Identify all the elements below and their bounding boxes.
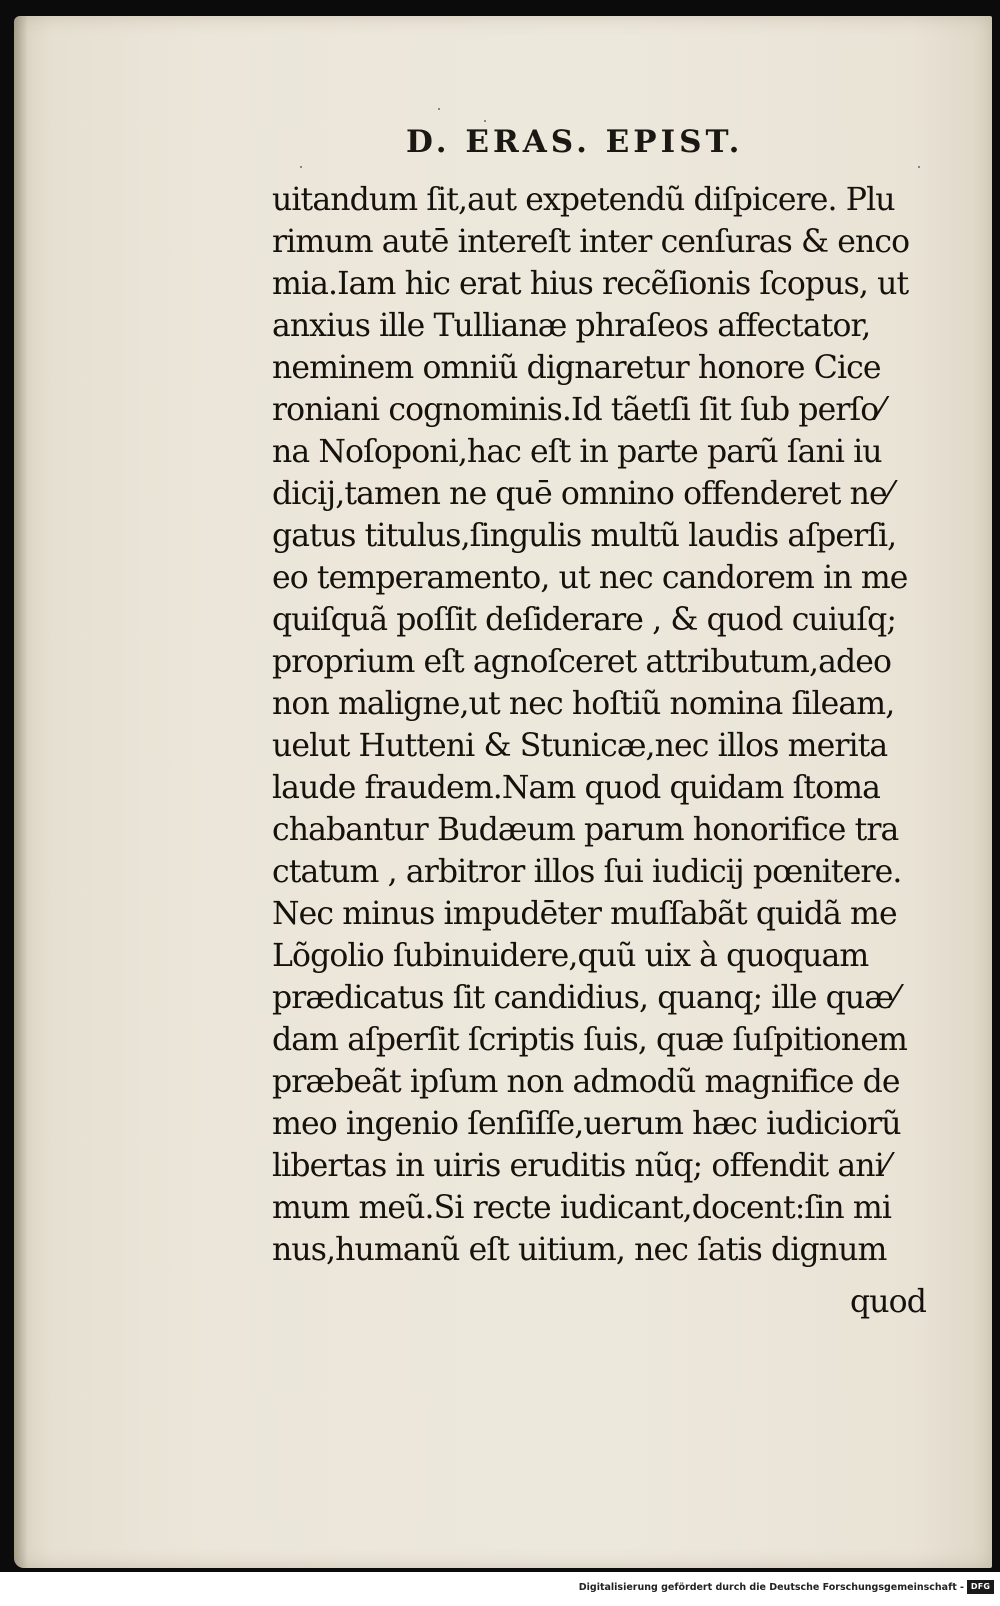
text-line: Lõgolio ſubinuidere,quũ uix à quoquam [272, 938, 869, 974]
text-line: uelut Hutteni & Stunicæ,nec illos merita [272, 728, 888, 764]
text-line: prædicatus ſit candidius, quanq; ille quæ⁄ [272, 980, 898, 1016]
text-line: laude fraudem.Nam quod quidam ſtoma [272, 770, 881, 806]
text-line: uitandum ſit,aut expetendũ diſpicere. Plu [272, 182, 895, 218]
running-head: D. ERAS. EPIST. [406, 124, 744, 160]
text-line: mum meũ.Si recte iudicant,docent:ſin mi [272, 1190, 892, 1226]
ink-speck [438, 108, 440, 110]
text-line: chabantur Budæum parum honorifice tra [272, 812, 899, 848]
ink-speck [484, 120, 486, 122]
text-line: quiſquã poſſit deſiderare , & quod cuiuſq; [272, 602, 897, 638]
text-line: anxius ille Tullianæ phraſeos affectator, [272, 308, 871, 344]
text-line: non maligne,ut nec hoſtiũ nomina ſileam, [272, 686, 895, 722]
book-page [14, 16, 992, 1568]
text-line: neminem omniũ dignaretur honore Cice [272, 350, 881, 386]
catchword: quod [850, 1284, 926, 1320]
dfg-logo-icon: DFG [967, 1580, 994, 1594]
text-line: nus,humanũ eſt uitium, nec ſatis dignum [272, 1232, 887, 1268]
text-line: proprium eſt agnoſceret attributum,adeo [272, 644, 892, 680]
page-edge-shadow [14, 16, 28, 1568]
ink-speck [300, 166, 302, 168]
funding-credit: Digitalisierung gefördert durch die Deutsche Forschungsgemeinschaft - [578, 1582, 964, 1593]
text-line: mia.Iam hic erat hius recẽſionis ſcopus, ut [272, 266, 909, 302]
text-line: meo ingenio ſenſiſſe,uerum hæc iudiciorũ [272, 1106, 901, 1142]
text-line: na Noſoponi,hac eſt in parte parũ ſani iu [272, 434, 882, 470]
body-text [272, 179, 944, 1271]
text-line: libertas in uiris eruditis nũq; offendit ani⁄ [272, 1148, 889, 1184]
text-line: dam aſperſit ſcriptis ſuis, quæ ſuſpitionem [272, 1022, 907, 1058]
text-line: præbeãt ipſum non admodũ magnifice de [272, 1064, 900, 1100]
text-line: dicij,tamen ne quē omnino offenderet ne⁄ [272, 476, 892, 512]
footer-bar [0, 1572, 1000, 1606]
text-line: gatus titulus,ſingulis multũ laudis aſperſi, [272, 518, 897, 554]
text-line: ctatum , arbitror illos ſui iudicij pœnitere. [272, 854, 902, 890]
text-line: eo temperamento, ut nec candorem in me [272, 560, 908, 596]
text-line: rimum autē intereſt inter cenſuras & enco [272, 224, 910, 260]
ink-speck [918, 166, 920, 168]
text-line: Nec minus impudēter muſſabãt quidã me [272, 896, 897, 932]
text-line: roniani cognominis.Id tãetſi ſit ſub perſo⁄ [272, 392, 883, 428]
